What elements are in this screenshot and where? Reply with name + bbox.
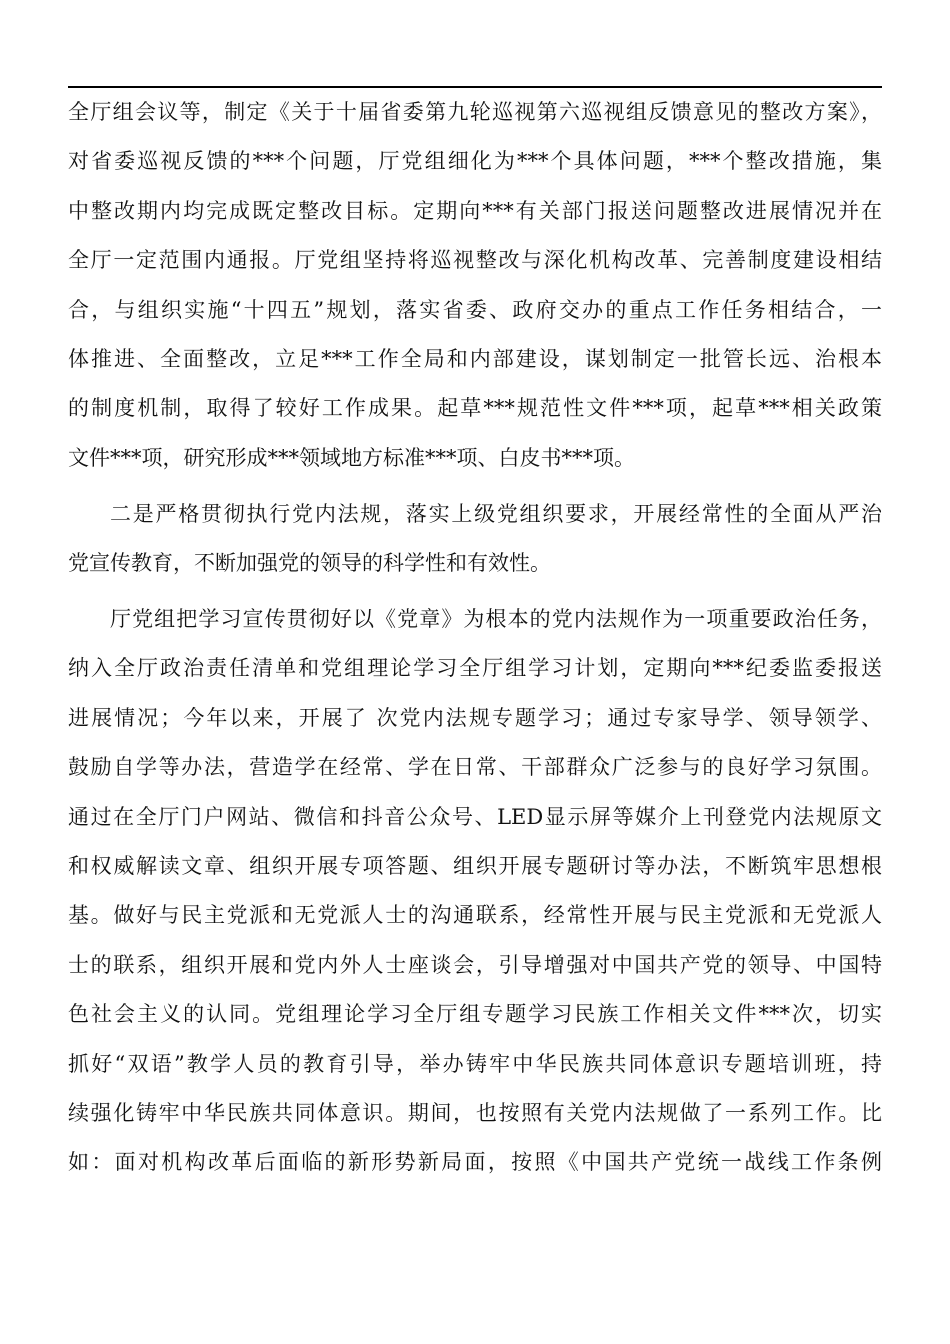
- text-line: 全厅组会议等，制定《关于十届省委第九轮巡视第六巡视组反馈意见的整改方案》，: [68, 100, 882, 124]
- text-line: 色社会主义的认同。党组理论学习全厅组专题学习民族工作相关文件***次，切实: [68, 1002, 882, 1027]
- text-line: 鼓励自学等办法，营造学在经常、学在日常、干部群众广泛参与的良好学习氛围。: [68, 755, 882, 780]
- text-line: 基。做好与民主党派和无党派人士的沟通联系，经常性开展与民主党派和无党派人: [68, 903, 882, 928]
- text-line: 体推进、全面整改，立足***工作全局和内部建设，谋划制定一批管长远、治根本: [68, 346, 882, 371]
- text-line: 对省委巡视反馈的***个问题，厅党组细化为***个具体问题，***个整改措施，集: [68, 149, 882, 174]
- text-line: 二是严格贯彻执行党内法规，落实上级党组织要求，开展经常性的全面从严治: [110, 502, 882, 526]
- text-line: 抓好“双语”教学人员的教育引导，举办铸牢中华民族共同体意识专题培训班，持: [68, 1051, 882, 1076]
- text-line: 士的联系，组织开展和党内外人士座谈会，引导增强对中国共产党的领导、中国特: [68, 952, 882, 977]
- text-line: 全厅一定范围内通报。厅党组坚持将巡视整改与深化机构改革、完善制度建设相结: [68, 248, 882, 273]
- paragraph-3: [68, 595, 882, 1188]
- text-line: 通过在全厅门户网站、微信和抖音公众号、LED显示屏等媒介上刊登党内法规原文: [68, 804, 882, 829]
- paragraph-2: [68, 490, 882, 589]
- text-line: 续强化铸牢中华民族共同体意识。期间，也按照有关党内法规做了一系列工作。比: [68, 1100, 882, 1125]
- text-line: 厅党组把学习宣传贯彻好以《党章》为根本的党内法规作为一项重要政治任务，: [110, 607, 882, 631]
- text-line: 如：面对机构改革后面临的新形势新局面，按照《中国共产党统一战线工作条例: [68, 1150, 882, 1175]
- paragraph-1: [68, 88, 882, 483]
- text-line: 进展情况；今年以来，开展了 次党内法规专题学习；通过专家导学、领导领学、: [68, 705, 882, 730]
- text-line: 中整改期内均完成既定整改目标。定期向***有关部门报送问题整改进展情况并在: [68, 198, 882, 223]
- text-line: 文件***项，研究形成***领域地方标准***项、白皮书***项。: [68, 445, 635, 470]
- text-line: 合，与组织实施“十四五”规划，落实省委、政府交办的重点工作任务相结合，一: [68, 297, 882, 322]
- text-line: 纳入全厅政治责任清单和党组理论学习全厅组学习计划，定期向***纪委监委报送: [68, 656, 882, 681]
- text-line: 的制度机制，取得了较好工作成果。起草***规范性文件***项，起草***相关政策: [68, 396, 882, 421]
- text-line: 党宣传教育，不断加强党的领导的科学性和有效性。: [68, 551, 551, 576]
- text-line: 和权威解读文章、组织开展专项答题、组织开展专题研讨等办法，不断筑牢思想根: [68, 853, 882, 878]
